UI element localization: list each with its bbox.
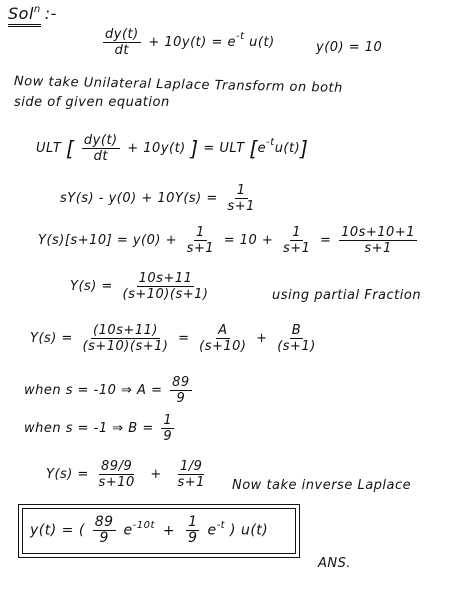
heading-sol: Sol$^n$ [8,4,41,27]
inverse-laplace-note: Now take inverse Laplace [232,478,412,493]
derivative-fraction: $\frac{dy(t)}{dt}$ [105,27,139,58]
step-3: Y(s) = $\frac{10s+11}{(s+10)(s+1)}$ [70,271,209,302]
step-5: when s = -10 ⇒ A = $\frac{89}{9}$ [24,375,190,406]
final-answer: y(t) = ( $\frac{89}{9}$ $e^{-10t}$ + $\frac{1}{9}$ $e^{-t}$ ) u(t) [30,514,269,546]
ans-label: ANS. [318,556,352,571]
solution-heading: Sol$^n$ :- [8,6,57,25]
given-equation: $\frac{dy(t)}{dt}$ + $10y(t) = e^{-t}$ u(t) [105,27,275,58]
description-line-2: side of given equation [14,95,170,110]
description-line-1: Now take Unilateral Laplace Transform on both [13,74,343,96]
ult-equation: ULT [ $\frac{dy(t)}{dt}$ + 10y(t) ] = ULT $[e^{-t}u(t)]$ [36,133,309,164]
step-7: Y(s) = $\frac{89/9}{s+10}$ + $\frac{1/9}{s+1}$ [46,459,205,490]
step-6: when s = -1 ⇒ B = $\frac{1}{9}$ [24,413,173,444]
step-1: sY(s) - y(0) + 10Y(s) = $\frac{1}{s+1}$ [60,183,255,214]
initial-condition: y(0) = 10 [316,40,383,55]
step-2: Y(s)[s+10] = y(0) + $\frac{1}{s+1}$ = 10 + $\frac{1}{s+1}$ = $\frac{10s+10+1}{s+1}$ [38,225,415,256]
step-4: Y(s) = $\frac{(10s+11)}{(s+10)(s+1)}$ = $\frac{A}{(s+10)}$ + $\frac{B}{(s+1)}$ [30,323,316,354]
partial-fraction-note: using partial Fraction [272,288,422,303]
